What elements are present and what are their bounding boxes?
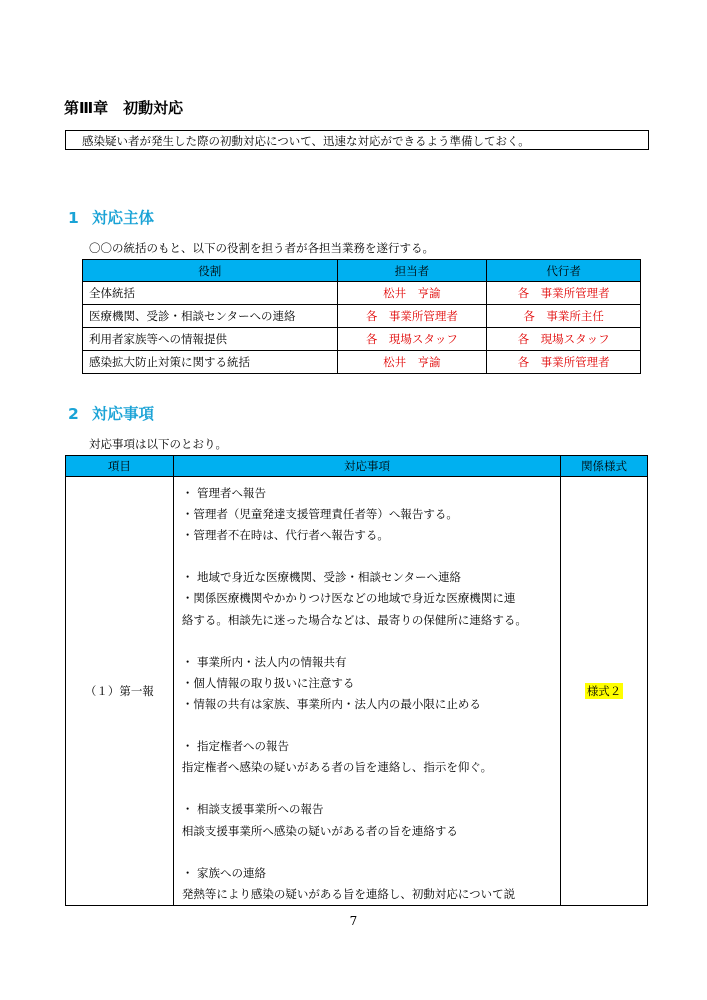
deputy-cell: 各 現場スタッフ — [487, 328, 641, 351]
role-cell: 全体統括 — [83, 282, 338, 305]
role-cell: 利用者家族等への情報提供 — [83, 328, 338, 351]
deputy-cell: 各 事業所主任 — [487, 305, 641, 328]
action-spacer — [182, 546, 560, 567]
action-line: ・関係医療機関やかかりつけ医などの地域で身近な医療機関に連 — [181, 591, 516, 606]
form-label: 様式２ — [586, 683, 622, 698]
deputy-cell: 各 事業所管理者 — [487, 351, 641, 374]
page-number: 7 — [349, 914, 358, 928]
responsibility-table — [82, 259, 641, 374]
section-1-number: 1 — [68, 209, 79, 227]
table-header-row — [66, 456, 648, 477]
action-spacer — [182, 631, 560, 652]
assignee-cell: 各 事業所管理者 — [337, 305, 487, 328]
chapter-title: 第Ⅲ章 初動対応 — [64, 99, 184, 117]
header-assignee: 担当者 — [337, 260, 487, 282]
section-2-title: 対応事項 — [92, 405, 155, 423]
table-row — [83, 305, 641, 328]
table-row — [83, 282, 641, 305]
role-cell: 医療機関、受診・相談センターへの連絡 — [83, 305, 338, 328]
summary-box: 感染疑い者が発生した際の初動対応について、迅速な対応ができるよう準備しておく。 — [65, 130, 649, 150]
table-row — [83, 351, 641, 374]
action-line: ・情報の共有は家族、事業所内・法人内の最小限に止める — [181, 696, 481, 711]
header-role: 役割 — [83, 260, 338, 282]
header-actions: 対応事項 — [173, 456, 560, 477]
table-row — [83, 328, 641, 351]
action-line: ・管理者不在時は、代行者へ報告する。 — [181, 528, 389, 543]
assignee-cell: 松井 亨諭 — [337, 282, 487, 305]
section-2-heading — [68, 402, 154, 424]
header-forms: 関係様式 — [561, 456, 648, 477]
action-line: ・個人情報の取り扱いに注意する — [181, 675, 355, 690]
action-line: ・ 地域で身近な医療機関、受診・相談センターへ連絡 — [181, 570, 462, 585]
action-spacer — [182, 715, 560, 736]
actions-cell — [173, 477, 560, 906]
section-2-intro: 対応事項は以下のとおり。 — [89, 437, 227, 451]
assignee-cell: 各 現場スタッフ — [337, 328, 487, 351]
role-cell: 感染拡大防止対策に関する統括 — [83, 351, 338, 374]
action-spacer — [182, 778, 560, 799]
section-1-title: 対応主体 — [92, 209, 155, 227]
action-line: ・ 家族への連絡 — [181, 865, 266, 880]
action-line: ・ 管理者へ報告 — [181, 486, 266, 500]
action-spacer — [182, 842, 560, 863]
action-line: ・管理者（児童発達支援管理責任者等）へ報告する。 — [181, 507, 458, 522]
header-item: 項目 — [66, 456, 174, 477]
response-table — [65, 455, 648, 906]
action-line: 指定権者へ感染の疑いがある者の旨を連絡し、指示を仰ぐ。 — [181, 760, 493, 775]
section-1-intro: 〇〇の統括のもと、以下の役割を担う者が各担当業務を遂行する。 — [89, 241, 434, 255]
action-line: 発熱等により感染の疑いがある旨を連絡し、初動対応について説 — [181, 886, 516, 901]
action-line: ・ 指定権者への報告 — [181, 739, 289, 754]
form-cell — [561, 477, 648, 906]
action-line: 絡する。相談先に迷った場合などは、最寄りの保健所に連絡する。 — [181, 612, 527, 627]
table-row — [66, 477, 648, 906]
section-2-number: 2 — [68, 405, 79, 423]
item-cell: （１）第一報 — [66, 477, 174, 906]
action-line: ・ 事業所内・法人内の情報共有 — [181, 654, 347, 669]
action-lines — [182, 483, 560, 905]
action-line: 相談支援事業所へ感染の疑いがある者の旨を連絡する — [181, 823, 458, 838]
action-line: ・ 相談支援事業所への報告 — [181, 802, 324, 817]
deputy-cell: 各 事業所管理者 — [487, 282, 641, 305]
assignee-cell: 松井 亨諭 — [337, 351, 487, 374]
table-header-row — [83, 260, 641, 282]
section-1-heading — [68, 206, 154, 228]
header-deputy: 代行者 — [487, 260, 641, 282]
